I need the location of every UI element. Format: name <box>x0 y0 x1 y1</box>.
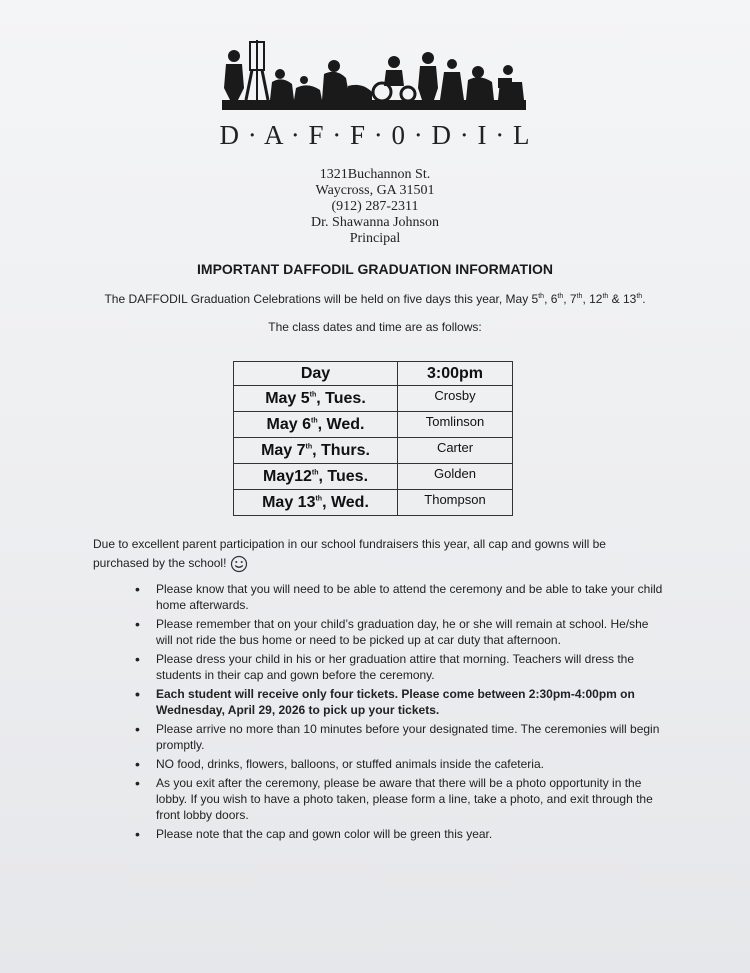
table-row <box>234 464 513 490</box>
table-header-row <box>234 362 513 386</box>
column-header-time: 3:00pm <box>398 362 513 386</box>
list-item: • As you exit after the ceremony, please be aware that there will be a photo opportunity in the lobby. If you wish to have a photo taken, please form a line, take a photo, and exit through the front lobby doors. <box>133 775 663 823</box>
teacher-cell: Crosby <box>398 386 513 412</box>
teacher-cell: Tomlinson <box>398 412 513 438</box>
list-item: • Each student will receive only four tickets. Please come between 2:30pm-4:00pm on Wednesday, April 29, 2026 to pick up your tickets. <box>133 686 663 718</box>
smiley-icon <box>230 555 248 573</box>
principal-name: Dr. Shawanna Johnson <box>311 215 439 230</box>
schedule-subtitle: The class dates and time are as follows: <box>268 320 482 334</box>
table-row <box>234 412 513 438</box>
school-wordmark: D · A · F · F · 0 · D · I · L <box>219 120 531 150</box>
list-item: • Please arrive no more than 10 minutes before your designated time. The ceremonies will begin promptly. <box>133 721 663 753</box>
column-header-day: Day <box>234 362 398 386</box>
list-item: • Please note that the cap and gown color will be green this year. <box>133 826 663 842</box>
city-state-zip: Waycross, GA 31501 <box>315 183 435 198</box>
intro-paragraph: The DAFFODIL Graduation Celebrations will be held on five days this year, May 5th, 6th, 7th, 12th & 13th. <box>104 292 646 306</box>
teacher-cell: Carter <box>398 438 513 464</box>
list-item: • NO food, drinks, flowers, balloons, or stuffed animals inside the cafeteria. <box>133 756 663 772</box>
phone-number: (912) 287-2311 <box>331 199 419 214</box>
day-cell: May 6th, Wed. <box>234 412 398 438</box>
list-item: • Please remember that on your child’s graduation day, he or she will remain at school. He/she will not ride the bus home or need to be picked up at car duty that afternoon. <box>133 616 663 648</box>
table-row <box>234 490 513 516</box>
instructions-list <box>133 581 663 845</box>
list-item: • Please dress your child in his or her graduation attire that morning. Teachers will dress the students in their cap and gown before the ceremony. <box>133 651 663 683</box>
school-address <box>0 167 750 247</box>
schedule-table <box>233 361 513 516</box>
street-address: 1321Buchannon St. <box>319 167 431 182</box>
day-cell: May12th, Tues. <box>234 464 398 490</box>
day-cell: May 5th, Tues. <box>234 386 398 412</box>
page-title: IMPORTANT DAFFODIL GRADUATION INFORMATION <box>197 261 553 277</box>
teacher-cell: Thompson <box>398 490 513 516</box>
day-cell: May 7th, Thurs. <box>234 438 398 464</box>
teacher-cell: Golden <box>398 464 513 490</box>
cap-gown-note: Due to excellent parent participation in our school fundraisers this year, all cap and gowns will be purchased by the school! <box>93 535 653 573</box>
principal-title: Principal <box>349 231 401 246</box>
children-silhouette-logo <box>222 38 526 112</box>
table-row <box>234 438 513 464</box>
list-item: • Please know that you will need to be able to attend the ceremony and be able to take your child home afterwards. <box>133 581 663 613</box>
day-cell: May 13th, Wed. <box>234 490 398 516</box>
table-row <box>234 386 513 412</box>
